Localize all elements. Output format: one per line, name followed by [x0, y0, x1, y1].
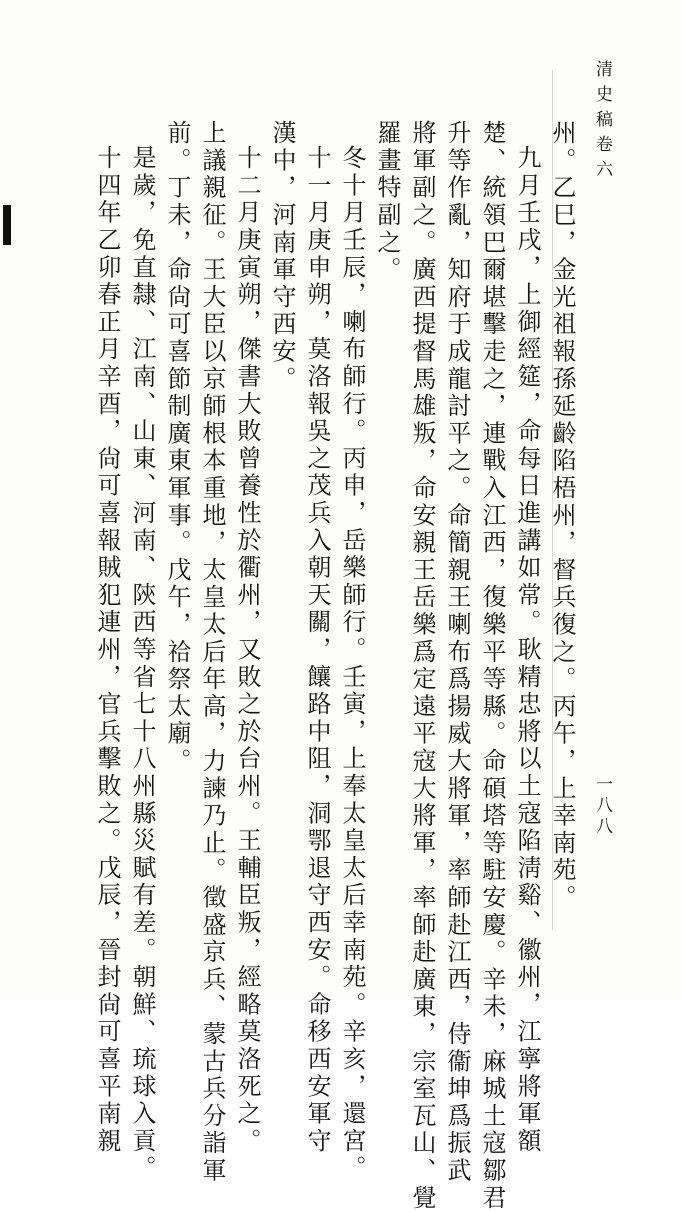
text-column-3: 楚、統領巴爾堪擊走之，連戰入江西，復樂平等縣。命碩塔等駐安慶。辛未，麻城土寇鄒君	[478, 120, 506, 1212]
text-column-8: 十一月庚申朔，莫洛報吳之茂兵入朝天關，饟路中阻，洞鄂退守西安。命移西安軍守	[303, 145, 331, 1156]
text-column-5: 將軍副之。廣西提督馬雄叛，命安親王岳樂爲定遠平寇大將軍，率師赴廣東，宗室瓦山、覺	[408, 120, 436, 1212]
page-number: 一八八	[592, 775, 612, 838]
running-header-title: 清史稿卷六	[592, 60, 612, 185]
text-column-11: 上議親征。王大臣以京師根本重地，太皇太后年高，力諫乃止。徵盛京兵、蒙古兵分詣軍	[198, 120, 226, 1185]
text-column-9: 漢中，河南軍守西安。	[268, 120, 296, 393]
text-column-6: 羅畫特副之。	[373, 120, 401, 284]
text-column-10: 十二月庚寅朔，傑書大敗曾養性於衢州，又敗之於台州。王輔臣叛，經略莫洛死之。	[233, 145, 261, 1156]
binding-mark	[3, 205, 11, 245]
text-column-12: 前。丁未，命尙可喜節制廣東軍事。戊午，祫祭太廟。	[163, 120, 191, 776]
text-column-2: 九月壬戌，上御經筵，命每日進講如常。耿精忠將以土寇陷淸谿、徽州，江寧將軍額	[513, 145, 541, 1156]
text-column-13: 是歲，免直隸、江南、山東、河南、陝西等省七十八州縣災賦有差。朝鮮、琉球入貢。	[128, 145, 156, 1183]
text-column-14: 十四年乙卯春正月辛酉，尙可喜報賊犯連州，官兵擊敗之。戊辰，晉封尙可喜平南親	[93, 145, 121, 1156]
text-column-7: 冬十月壬辰，喇布師行。丙申，岳樂師行。壬寅，上奉太皇太后幸南苑。辛亥，還宮。	[338, 145, 366, 1183]
text-column-1: 州。乙巳，金光祖報孫延齡陷梧州，督兵復之。丙午，上幸南苑。	[548, 120, 576, 912]
text-column-4: 升等作亂，知府于成龍討平之。命簡親王喇布爲揚威大將軍，率師赴江西，侍衞坤爲振武	[443, 120, 471, 1185]
